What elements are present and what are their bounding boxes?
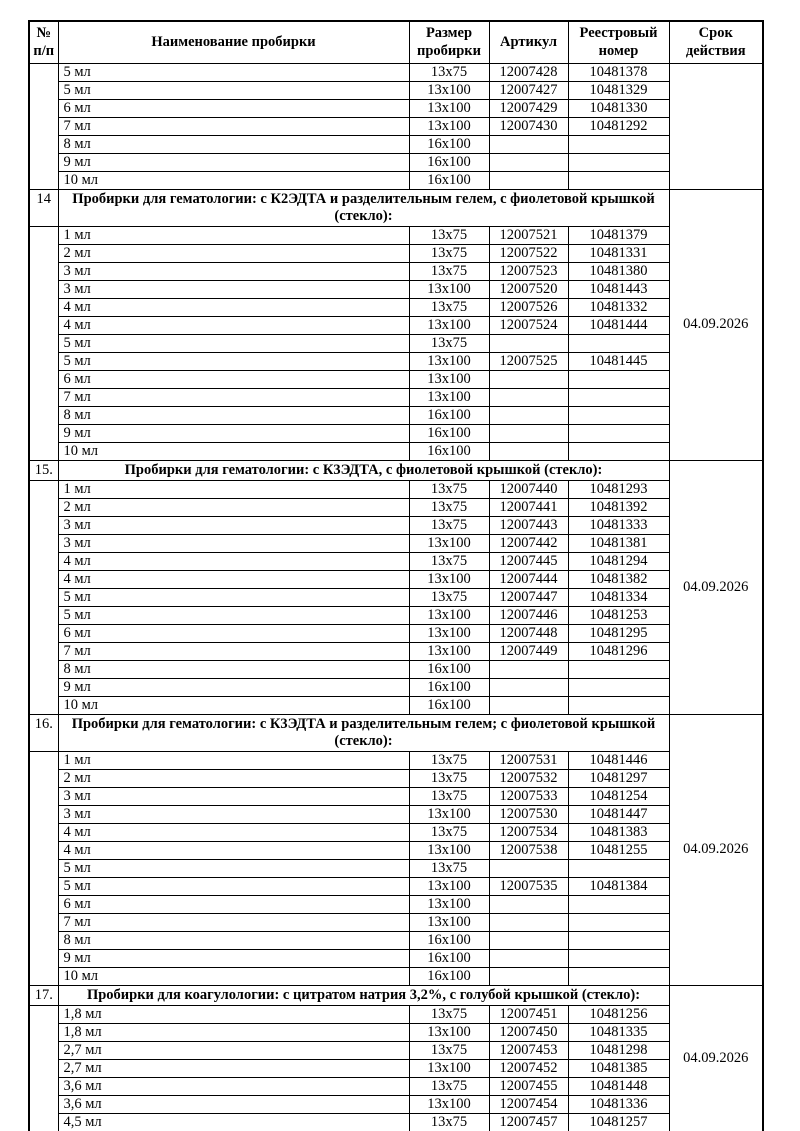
tube-name-cell: 5 мл (58, 606, 409, 624)
tube-size-cell: 13x75 (409, 334, 489, 352)
registry-number-cell: 10481443 (568, 280, 669, 298)
article-cell: 12007445 (489, 552, 568, 570)
table-row (29, 516, 763, 534)
table-row (29, 552, 763, 570)
article-cell: 12007444 (489, 570, 568, 588)
table-row (29, 99, 763, 117)
table-row (29, 696, 763, 714)
table-row (29, 352, 763, 370)
tube-name-cell: 10 мл (58, 696, 409, 714)
tube-size-cell: 13x75 (409, 1041, 489, 1059)
article-cell (489, 334, 568, 352)
tube-name-cell: 9 мл (58, 153, 409, 171)
table-row (29, 1095, 763, 1113)
article-cell (489, 913, 568, 931)
tube-size-cell: 13x100 (409, 624, 489, 642)
registry-number-cell: 10481447 (568, 805, 669, 823)
registry-number-cell: 10481254 (568, 787, 669, 805)
table-row (29, 316, 763, 334)
tube-name-cell: 6 мл (58, 624, 409, 642)
tube-name-cell: 9 мл (58, 949, 409, 967)
section-title-row (29, 985, 763, 1005)
registry-number-cell: 10481293 (568, 480, 669, 498)
tube-name-cell: 2 мл (58, 498, 409, 516)
tube-size-cell: 13x75 (409, 787, 489, 805)
column-header-name: Наименование пробирки (58, 21, 409, 63)
table-row (29, 498, 763, 516)
registry-number-cell (568, 859, 669, 877)
tube-size-cell: 13x100 (409, 1095, 489, 1113)
section-title-row (29, 189, 763, 226)
section-title: Пробирки для гематологии: с К3ЭДТА и разделительным гелем; с фиолетовой крышкой (стекло): (58, 714, 669, 751)
registry-number-cell (568, 424, 669, 442)
registry-number-cell (568, 442, 669, 460)
article-cell (489, 859, 568, 877)
tube-size-cell: 13x75 (409, 823, 489, 841)
tube-size-cell: 16x100 (409, 171, 489, 189)
tube-size-cell: 16x100 (409, 660, 489, 678)
tube-size-cell: 16x100 (409, 931, 489, 949)
registry-number-cell (568, 696, 669, 714)
registry-number-cell: 10481334 (568, 588, 669, 606)
table-row (29, 153, 763, 171)
tube-size-cell: 13x100 (409, 99, 489, 117)
registry-number-cell: 10481256 (568, 1005, 669, 1023)
article-cell: 12007526 (489, 298, 568, 316)
section-title: Пробирки для гематологии: с К2ЭДТА и разделительным гелем, с фиолетовой крышкой (стекло): (58, 189, 669, 226)
table-row (29, 1113, 763, 1131)
registry-number-cell: 10481333 (568, 516, 669, 534)
tube-name-cell: 1,8 мл (58, 1023, 409, 1041)
article-cell: 12007524 (489, 316, 568, 334)
registry-number-cell: 10481379 (568, 226, 669, 244)
article-cell: 12007446 (489, 606, 568, 624)
table-row (29, 424, 763, 442)
tube-name-cell: 10 мл (58, 442, 409, 460)
table-row (29, 388, 763, 406)
column-header-num: № п/п (29, 21, 58, 63)
table-row (29, 624, 763, 642)
table-row (29, 859, 763, 877)
tube-name-cell: 7 мл (58, 642, 409, 660)
article-cell (489, 931, 568, 949)
table-row (29, 135, 763, 153)
registry-number-cell (568, 949, 669, 967)
article-cell (489, 135, 568, 153)
tube-name-cell: 7 мл (58, 913, 409, 931)
article-cell: 12007454 (489, 1095, 568, 1113)
registry-number-cell: 10481444 (568, 316, 669, 334)
tube-name-cell: 3,6 мл (58, 1077, 409, 1095)
tube-size-cell: 16x100 (409, 135, 489, 153)
table-row (29, 769, 763, 787)
tube-name-cell: 3 мл (58, 262, 409, 280)
article-cell: 12007451 (489, 1005, 568, 1023)
tube-name-cell: 5 мл (58, 588, 409, 606)
registry-number-cell (568, 913, 669, 931)
article-cell: 12007441 (489, 498, 568, 516)
tube-size-cell: 13x100 (409, 388, 489, 406)
tube-name-cell: 5 мл (58, 859, 409, 877)
tube-name-cell: 8 мл (58, 135, 409, 153)
tube-name-cell: 7 мл (58, 388, 409, 406)
section-number-spacer (29, 751, 58, 985)
table-row (29, 406, 763, 424)
section-title: Пробирки для коагулологии: с цитратом натрия 3,2%, с голубой крышкой (стекло): (58, 985, 669, 1005)
tube-size-cell: 13x75 (409, 588, 489, 606)
tube-size-cell: 16x100 (409, 153, 489, 171)
table-row (29, 244, 763, 262)
registry-number-cell: 10481292 (568, 117, 669, 135)
registry-number-cell: 10481257 (568, 1113, 669, 1131)
column-header-registry: Реестровый номер (568, 21, 669, 63)
tube-size-cell: 13x100 (409, 805, 489, 823)
tube-name-cell: 5 мл (58, 352, 409, 370)
registry-number-cell: 10481381 (568, 534, 669, 552)
registry-number-cell: 10481255 (568, 841, 669, 859)
article-cell (489, 370, 568, 388)
article-cell (489, 895, 568, 913)
table-row (29, 1059, 763, 1077)
tube-name-cell: 4 мл (58, 570, 409, 588)
tube-name-cell: 4 мл (58, 298, 409, 316)
article-cell: 12007538 (489, 841, 568, 859)
tubes-table (28, 20, 764, 1131)
table-row (29, 480, 763, 498)
article-cell (489, 660, 568, 678)
registry-number-cell: 10481294 (568, 552, 669, 570)
tube-name-cell: 2,7 мл (58, 1041, 409, 1059)
article-cell: 12007448 (489, 624, 568, 642)
registry-number-cell: 10481384 (568, 877, 669, 895)
tube-size-cell: 13x75 (409, 516, 489, 534)
tube-name-cell: 6 мл (58, 99, 409, 117)
tube-name-cell: 6 мл (58, 895, 409, 913)
article-cell (489, 388, 568, 406)
tube-size-cell: 13x100 (409, 841, 489, 859)
table-row (29, 642, 763, 660)
registry-number-cell: 10481382 (568, 570, 669, 588)
article-cell (489, 153, 568, 171)
article-cell: 12007449 (489, 642, 568, 660)
registry-number-cell (568, 678, 669, 696)
article-cell: 12007533 (489, 787, 568, 805)
tube-size-cell: 13x100 (409, 895, 489, 913)
column-header-article: Артикул (489, 21, 568, 63)
tube-name-cell: 3 мл (58, 787, 409, 805)
table-row (29, 606, 763, 624)
registry-number-cell (568, 171, 669, 189)
tube-size-cell: 16x100 (409, 406, 489, 424)
article-cell: 12007430 (489, 117, 568, 135)
article-cell: 12007521 (489, 226, 568, 244)
article-cell: 12007429 (489, 99, 568, 117)
article-cell (489, 678, 568, 696)
registry-number-cell (568, 334, 669, 352)
tube-name-cell: 3,6 мл (58, 1095, 409, 1113)
table-row (29, 877, 763, 895)
validity-date: 04.09.2026 (669, 985, 763, 1131)
tube-size-cell: 13x100 (409, 606, 489, 624)
tube-size-cell: 16x100 (409, 678, 489, 696)
registry-number-cell: 10481392 (568, 498, 669, 516)
tube-size-cell: 13x75 (409, 480, 489, 498)
registry-number-cell: 10481385 (568, 1059, 669, 1077)
table-row (29, 751, 763, 769)
tube-name-cell: 4 мл (58, 823, 409, 841)
tube-size-cell: 13x100 (409, 1023, 489, 1041)
tube-name-cell: 5 мл (58, 334, 409, 352)
article-cell (489, 696, 568, 714)
validity-date (669, 63, 763, 189)
registry-number-cell (568, 406, 669, 424)
registry-number-cell: 10481331 (568, 244, 669, 262)
tube-size-cell: 13x75 (409, 498, 489, 516)
article-cell: 12007442 (489, 534, 568, 552)
tube-name-cell: 10 мл (58, 171, 409, 189)
tube-name-cell: 2 мл (58, 769, 409, 787)
tube-size-cell: 16x100 (409, 424, 489, 442)
tube-size-cell: 16x100 (409, 696, 489, 714)
table-row (29, 171, 763, 189)
section-title-row (29, 714, 763, 751)
registry-number-cell: 10481446 (568, 751, 669, 769)
table-row (29, 298, 763, 316)
tube-name-cell: 4 мл (58, 841, 409, 859)
tube-size-cell: 13x75 (409, 859, 489, 877)
tube-name-cell: 4,5 мл (58, 1113, 409, 1131)
registry-number-cell: 10481380 (568, 262, 669, 280)
tube-size-cell: 13x100 (409, 352, 489, 370)
article-cell: 12007452 (489, 1059, 568, 1077)
registry-number-cell (568, 388, 669, 406)
table-row (29, 534, 763, 552)
registry-number-cell: 10481383 (568, 823, 669, 841)
tube-name-cell: 5 мл (58, 81, 409, 99)
registry-number-cell: 10481253 (568, 606, 669, 624)
table-row (29, 1077, 763, 1095)
registry-number-cell: 10481329 (568, 81, 669, 99)
tube-size-cell: 13x75 (409, 751, 489, 769)
table-row (29, 81, 763, 99)
tube-name-cell: 4 мл (58, 316, 409, 334)
article-cell: 12007450 (489, 1023, 568, 1041)
table-row (29, 442, 763, 460)
article-cell: 12007535 (489, 877, 568, 895)
validity-date: 04.09.2026 (669, 189, 763, 460)
registry-number-cell (568, 660, 669, 678)
tube-size-cell: 16x100 (409, 949, 489, 967)
table-row (29, 117, 763, 135)
section-title: Пробирки для гематологии: с К3ЭДТА, с фиолетовой крышкой (стекло): (58, 460, 669, 480)
registry-number-cell (568, 153, 669, 171)
article-cell: 12007531 (489, 751, 568, 769)
tube-name-cell: 4 мл (58, 552, 409, 570)
column-header-validity: Срок действия (669, 21, 763, 63)
tube-name-cell: 10 мл (58, 967, 409, 985)
table-row (29, 895, 763, 913)
section-number-spacer (29, 1005, 58, 1131)
validity-date: 04.09.2026 (669, 460, 763, 714)
tube-size-cell: 13x75 (409, 1113, 489, 1131)
article-cell (489, 406, 568, 424)
table-row (29, 660, 763, 678)
tube-name-cell: 8 мл (58, 660, 409, 678)
article-cell (489, 967, 568, 985)
table-row (29, 967, 763, 985)
table-row (29, 280, 763, 298)
tube-size-cell: 13x75 (409, 769, 489, 787)
registry-number-cell: 10481330 (568, 99, 669, 117)
registry-number-cell (568, 931, 669, 949)
tube-size-cell: 13x100 (409, 877, 489, 895)
tube-size-cell: 13x100 (409, 316, 489, 334)
table-row (29, 1005, 763, 1023)
registry-number-cell: 10481298 (568, 1041, 669, 1059)
table-row (29, 570, 763, 588)
tube-name-cell: 1 мл (58, 751, 409, 769)
tube-size-cell: 13x100 (409, 570, 489, 588)
table-row (29, 931, 763, 949)
registry-number-cell: 10481332 (568, 298, 669, 316)
tube-name-cell: 3 мл (58, 516, 409, 534)
table-row (29, 787, 763, 805)
table-row (29, 949, 763, 967)
tube-name-cell: 8 мл (58, 406, 409, 424)
tube-size-cell: 16x100 (409, 967, 489, 985)
table-row (29, 823, 763, 841)
article-cell: 12007520 (489, 280, 568, 298)
registry-number-cell (568, 895, 669, 913)
column-header-size: Размер пробирки (409, 21, 489, 63)
tube-size-cell: 13x100 (409, 534, 489, 552)
article-cell: 12007440 (489, 480, 568, 498)
article-cell: 12007447 (489, 588, 568, 606)
registry-number-cell: 10481295 (568, 624, 669, 642)
tube-name-cell: 3 мл (58, 534, 409, 552)
tube-name-cell: 2 мл (58, 244, 409, 262)
section-number-spacer (29, 480, 58, 714)
tube-size-cell: 13x100 (409, 117, 489, 135)
section-number: 17. (29, 985, 58, 1005)
table-row (29, 63, 763, 81)
tube-name-cell: 7 мл (58, 117, 409, 135)
tube-name-cell: 2,7 мл (58, 1059, 409, 1077)
table-row (29, 913, 763, 931)
registry-number-cell: 10481448 (568, 1077, 669, 1095)
table-row (29, 841, 763, 859)
tube-size-cell: 13x100 (409, 913, 489, 931)
tube-name-cell: 9 мл (58, 678, 409, 696)
tube-size-cell: 13x100 (409, 1059, 489, 1077)
tube-size-cell: 13x100 (409, 280, 489, 298)
tube-size-cell: 13x75 (409, 226, 489, 244)
section-number: 14 (29, 189, 58, 226)
table-row (29, 226, 763, 244)
tube-name-cell: 3 мл (58, 805, 409, 823)
registry-number-cell (568, 370, 669, 388)
registry-number-cell (568, 967, 669, 985)
article-cell: 12007534 (489, 823, 568, 841)
section-number: 16. (29, 714, 58, 751)
article-cell: 12007525 (489, 352, 568, 370)
article-cell: 12007523 (489, 262, 568, 280)
section-number: 15. (29, 460, 58, 480)
article-cell (489, 171, 568, 189)
section-title-row (29, 460, 763, 480)
registry-number-cell: 10481297 (568, 769, 669, 787)
tube-name-cell: 1 мл (58, 480, 409, 498)
tube-size-cell: 13x75 (409, 1077, 489, 1095)
tube-size-cell: 13x75 (409, 244, 489, 262)
article-cell (489, 424, 568, 442)
registry-number-cell: 10481445 (568, 352, 669, 370)
table-row (29, 588, 763, 606)
tube-size-cell: 13x75 (409, 298, 489, 316)
table-row (29, 678, 763, 696)
table-row (29, 1041, 763, 1059)
registry-number-cell: 10481378 (568, 63, 669, 81)
tube-name-cell: 1,8 мл (58, 1005, 409, 1023)
tube-size-cell: 13x75 (409, 63, 489, 81)
tube-size-cell: 16x100 (409, 442, 489, 460)
article-cell: 12007530 (489, 805, 568, 823)
article-cell: 12007457 (489, 1113, 568, 1131)
table-row (29, 1023, 763, 1041)
article-cell (489, 442, 568, 460)
tube-size-cell: 13x75 (409, 262, 489, 280)
article-cell (489, 949, 568, 967)
table-row (29, 805, 763, 823)
article-cell: 12007532 (489, 769, 568, 787)
article-cell: 12007455 (489, 1077, 568, 1095)
section-number-spacer (29, 226, 58, 460)
article-cell: 12007522 (489, 244, 568, 262)
article-cell: 12007427 (489, 81, 568, 99)
table-header-row (29, 21, 763, 63)
table-body (29, 63, 763, 1131)
article-cell: 12007443 (489, 516, 568, 534)
table-row (29, 370, 763, 388)
article-cell: 12007453 (489, 1041, 568, 1059)
tube-name-cell: 5 мл (58, 63, 409, 81)
validity-date: 04.09.2026 (669, 714, 763, 985)
registry-number-cell (568, 135, 669, 153)
article-cell: 12007428 (489, 63, 568, 81)
tube-name-cell: 5 мл (58, 877, 409, 895)
tube-name-cell: 8 мл (58, 931, 409, 949)
tube-name-cell: 6 мл (58, 370, 409, 388)
table-row (29, 262, 763, 280)
section-number-spacer (29, 63, 58, 189)
tube-size-cell: 13x100 (409, 370, 489, 388)
registry-number-cell: 10481335 (568, 1023, 669, 1041)
tube-size-cell: 13x75 (409, 552, 489, 570)
tube-name-cell: 9 мл (58, 424, 409, 442)
registry-number-cell: 10481336 (568, 1095, 669, 1113)
tube-size-cell: 13x100 (409, 642, 489, 660)
table-row (29, 334, 763, 352)
tube-name-cell: 3 мл (58, 280, 409, 298)
tube-size-cell: 13x75 (409, 1005, 489, 1023)
tube-size-cell: 13x100 (409, 81, 489, 99)
tube-name-cell: 1 мл (58, 226, 409, 244)
registry-number-cell: 10481296 (568, 642, 669, 660)
